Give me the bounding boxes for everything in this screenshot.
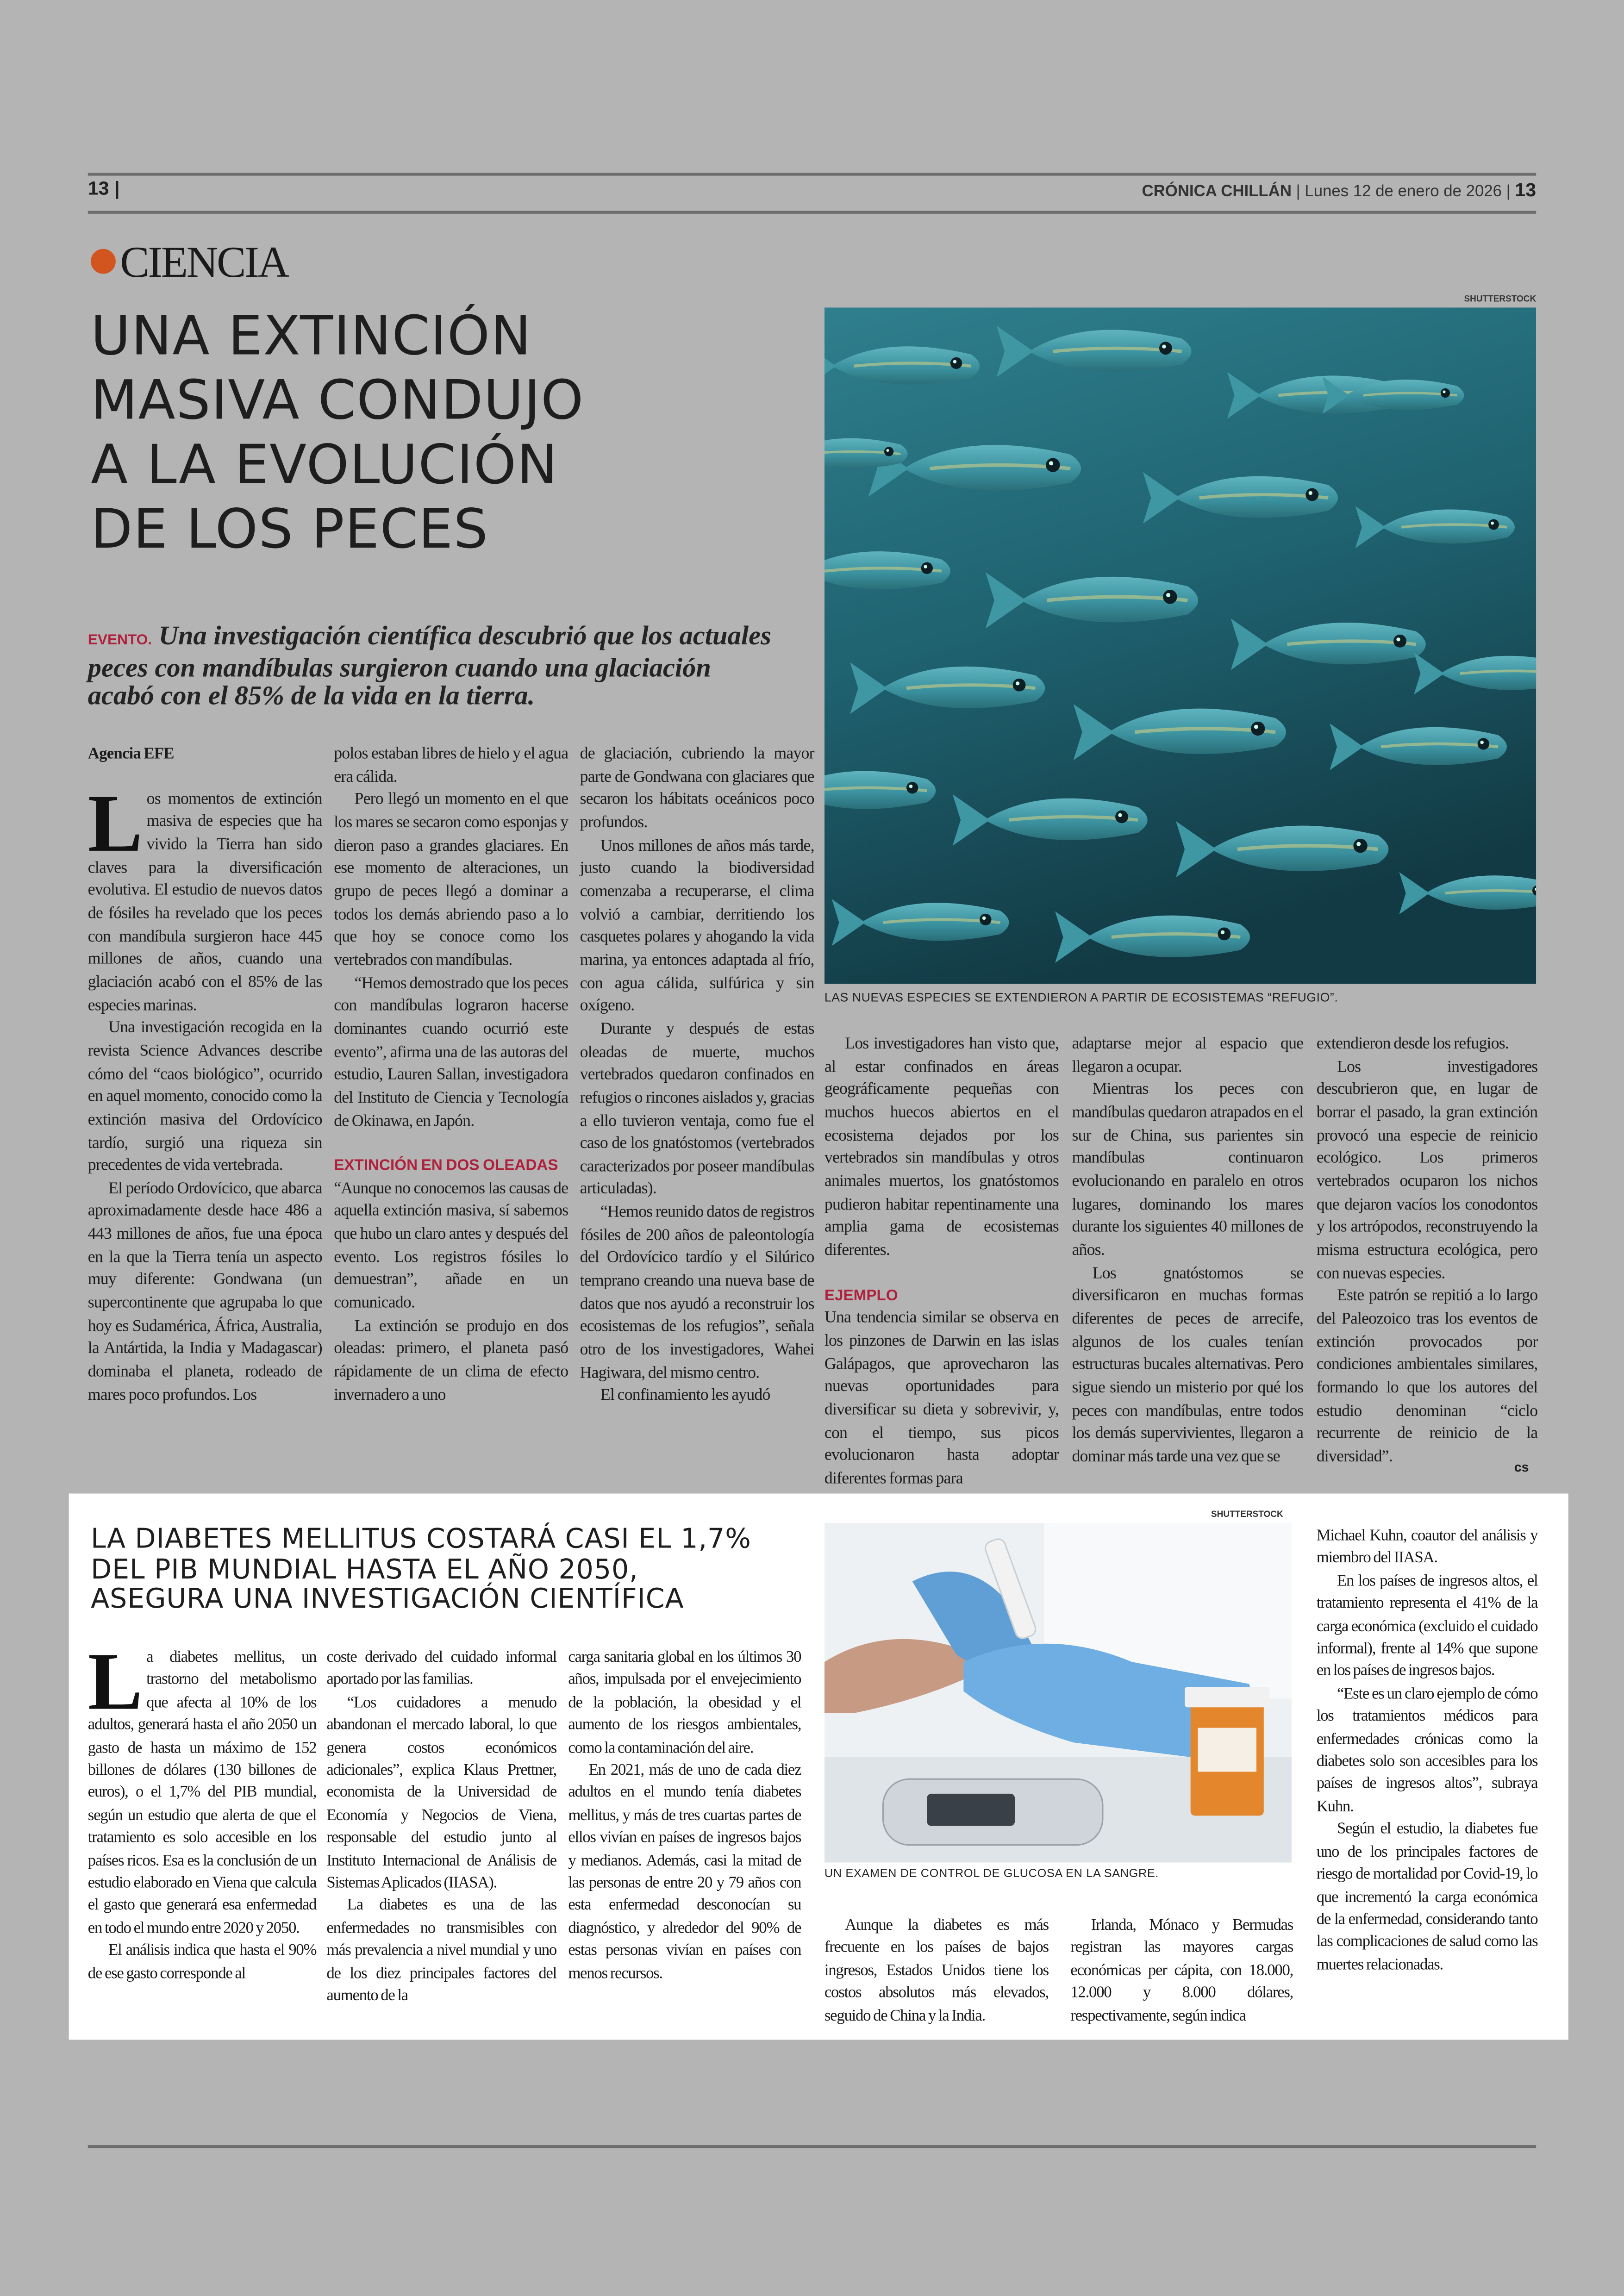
page-number: 13	[87, 177, 109, 200]
paragraph: Durante y después de estas oleadas de muerte, muchos vertebrados quedaron confinados en refugios o rincones aislados y, gracias a ello tuvieron ventaja, como fue el caso de los gnatóstomos (vertebrados caracterizados por poseer mandíbulas articuladas).	[580, 1020, 814, 1198]
paragraph: carga sanitaria global en los últimos 30 años, impulsada por el envejecimiento de la población, la obesidad y el aumento de los riesgos ambientales, como la contaminación del aire.	[568, 1648, 801, 1757]
drop-cap: L	[87, 1637, 142, 1728]
page-number-right: 13	[1515, 178, 1537, 201]
bottom-rule	[88, 2145, 1536, 2147]
publication-name: CRÓNICA CHILLÁN	[1142, 183, 1292, 201]
byline: Agencia EFE	[87, 745, 174, 763]
paragraph: polos estaban libres de hielo y el agua era cálida.	[334, 745, 568, 786]
article-column	[1072, 1034, 1303, 1469]
article-column	[326, 1647, 556, 2009]
glucose-test-image	[824, 1523, 1292, 1863]
main-headline	[91, 305, 584, 562]
lede	[88, 624, 776, 712]
article-column	[88, 744, 322, 1408]
paragraph: Según el estudio, la diabetes fue uno de los principales factores de riesgo de mortalidad por Covid-19, lo que incrementó la carga económica de la enfermedad, considerando tanto las complicaciones de salud como las muertes relacionadas.	[1316, 1820, 1538, 1974]
paragraph: Los investigadores descubrieron que, en lugar de borrar el pasado, la gran extinción provocó una especie de reinicio ecológico. Los primeros vertebrados ocuparon los nichos que dejaron vacíos los conodontos y los artrópodos, reconstruyendo la misma estructura ecológica, pero con nuevas especies.	[1316, 1058, 1538, 1282]
headline-line: ASEGURA UNA INVESTIGACIÓN CIENTÍFICA	[91, 1584, 684, 1616]
paragraph: En 2021, más de uno de cada diez adultos en el mundo tenía diabetes mellitus, y más de tres cuartas partes de ellos vivían en países de ingresos bajos y medianos. Además, casi la mitad de las personas de entre 20 y 79 años con esta enfermedad desconocían su diagnóstico, y alrededor del 90% de estas personas vivían en países con menos recursos.	[568, 1761, 801, 1982]
paragraph: El período Ordovícico, que abarca aproximadamente desde hace 486 a 443 millones de años, fue una época en la que la Tierra tenía un aspecto muy diferente: Gondwana (un supercontinente que agrupaba lo que hoy es Sudamérica, África, Australia, la Antártida, la India y Madagascar) dominaba el planeta, rodeado de mares poco profundos. Los	[87, 1179, 322, 1404]
paragraph: coste derivado del cuidado informal aportado por las familias.	[326, 1648, 557, 1689]
diabetes-headline	[91, 1526, 751, 1616]
paragraph: El confinamiento les ayudó	[600, 1387, 770, 1405]
subheading: EXTINCIÓN EN DOS OLEADAS	[334, 1157, 558, 1175]
headline-line: LA DIABETES MELLITUS COSTARÁ CASI EL 1,7%	[91, 1524, 751, 1555]
diabetes-article	[69, 1493, 1568, 2040]
paragraph-text: a diabetes mellitus, un trastorno del metabolismo que afecta al 10% de los adultos, generará hasta el año 2050 un gasto de hasta un máximo de 152 billones de dólares (130 billones de euros), o el 1,7% del PIB mundial, según un estudio que alerta de que el tratamiento es solo accesible en los países ricos. Esa es la conclusión de un estudio elaborado en Viena que calcula el gasto que generará esa enfermedad en todo el mundo entre 2020 y 2050.	[87, 1648, 317, 1937]
top-rule	[88, 173, 1536, 175]
article-column	[1317, 1034, 1538, 1469]
article-column	[1317, 1526, 1538, 1977]
paragraph: Irlanda, Mónaco y Bermudas registran las mayores cargas económicas per cápita, con 18.000, 12.000 y 8.000 dólares, respectivamente, según indica	[1070, 1916, 1293, 2025]
issue-date: Lunes 12 de enero de 2026	[1305, 183, 1502, 201]
paragraph: extendieron desde los refugios.	[1316, 1035, 1509, 1053]
paragraph: de glaciación, cubriendo la mayor parte de Gondwana con glaciares que secaron los hábitats oceánicos poco profundos.	[580, 745, 814, 832]
article-column	[87, 1637, 317, 1986]
lede-kicker: EVENTO.	[87, 632, 152, 649]
drop-cap: L	[87, 778, 143, 869]
paragraph: Michael Kuhn, coautor del análisis y miembro del IIASA.	[1316, 1527, 1538, 1567]
paragraph: “Hemos demostrado que los peces con mandíbulas lograron hacerse dominantes cuando ocurrió este evento”, afirma una de las autoras del estudio, Lauren Sallan, investigadora del Instituto de Ciencia y Tecnología de Okinawa, en Japón.	[334, 974, 568, 1130]
headline-line: UNA EXTINCIÓN	[91, 304, 532, 368]
article-column	[568, 1647, 801, 1986]
subheading: EJEMPLO	[824, 1286, 898, 1304]
paragraph: La diabetes es una de las enfermedades no transmisibles con más prevalencia a nivel mundial y uno de los diez principales factores del aumento de la	[326, 1897, 557, 2005]
page-number-left: 13 |	[87, 177, 120, 200]
headline-line: DE LOS PECES	[91, 498, 489, 561]
lede-text: Una investigación científica descubrió que los actuales peces con mandíbulas surgieron cuando una glaciación acabó con el 85% de la vida en la tierra.	[87, 622, 771, 712]
photo-credit: SHUTTERSTOCK	[1464, 295, 1537, 305]
section-label	[91, 239, 288, 289]
paragraph: “Aunque no conocemos las causas de aquella extinción masiva, sí sabemos que hubo un claro antes y después del evento. Los registros fósiles lo demuestran”, añade en un comunicado.	[334, 1179, 568, 1312]
header-rule	[88, 211, 1536, 213]
section-dot-icon	[91, 249, 116, 274]
paragraph: La extinción se produjo en dos oleadas: primero, el planeta pasó rápidamente de un clima de efecto invernadero a uno	[334, 1317, 568, 1404]
headline-line: A LA EVOLUCIÓN	[91, 433, 558, 497]
paragraph	[87, 778, 322, 1018]
paragraph: En los países de ingresos altos, el tratamiento representa el 41% de la carga económica (excluido el cuidado informal), frente al 14% que supone en los países de ingresos bajos.	[1316, 1572, 1538, 1680]
photo-caption: UN EXAMEN DE CONTROL DE GLUCOSA EN LA SANGRE.	[824, 1867, 1159, 1880]
paragraph: Los investigadores han visto que, al estar confinados en áreas geográficamente pequeñas con muchos huecos abiertos en el ecosistema dejados por los vertebrados sin mandíbulas y otros animales muertos, los gnatóstomos pudieron habitar repentinamente una amplia gama de ecosistemas diferentes.	[824, 1035, 1059, 1260]
article-column	[824, 1915, 1049, 2028]
paragraph: Una tendencia similar se observa en los pinzones de Darwin en las islas Galápagos, que aprovecharon las nuevas oportunidades para diversificar su dieta y sobrevivir, y, con el tiempo, sus picos evolucionaron hasta adoptar diferentes formas para	[824, 1309, 1059, 1488]
glucose-photo	[824, 1523, 1292, 1863]
photo-credit: SHUTTERSTOCK	[1211, 1511, 1283, 1520]
paragraph: Los gnatóstomos se diversificaron en muchas formas diferentes de peces de arrecife, algunos de los cuales tenían estructuras bucales alternativas. Pero sigue siendo un misterio por qué los peces con mandíbulas, entre todos los demás supervivientes, llegaron a dominar más tarde una vez que se	[1072, 1264, 1304, 1466]
fish-school-image	[824, 307, 1536, 984]
paragraph: Una investigación recogida en la revista Science Advances describe cómo del “caos biológico”, ocurrido en aquel momento, conocido como la extinción masiva del Ordovícico tardío, surgió una riqueza sin precedentes de vida vertebrada.	[87, 1019, 322, 1175]
headline-line: MASIVA CONDUJO	[91, 369, 584, 432]
paragraph: Pero llegó un momento en el que los mares se secaron como esponjas y dieron paso a grandes glaciares. En ese momento de alteraciones, un grupo de peces llegó a dominar a todos los demás abriendo paso a lo que hoy se conoce como los vertebrados con mandíbulas.	[334, 791, 568, 969]
paragraph: “Los cuidadores a menudo abandonan el mercado laboral, lo que genera costos económicos adicionales”, explica Klaus Prettner, economista de la Universidad de Economía y Negocios de Viena, responsable del estudio junto al Instituto Internacional de Análisis de Sistemas Aplicados (IIASA).	[326, 1694, 557, 1892]
paragraph: Unos millones de años más tarde, justo cuando la biodiversidad comenzaba a recuperarse, el clima volvió a cambiar, derritiendo los casquetes polares y ahogando la vida marina, ya entonces adaptada al frío, con agua cálida, sulfúrica y sin oxígeno.	[580, 837, 814, 1015]
end-mark: cs	[1514, 1460, 1529, 1475]
headline-line: DEL PIB MUNDIAL HASTA EL AÑO 2050,	[91, 1554, 638, 1585]
fish-photo	[824, 307, 1536, 984]
paragraph: “Este es un claro ejemplo de cómo los tratamientos médicos para enfermedades crónicas como la diabetes solo son accesibles para los países de ingresos altos”, subraya Kuhn.	[1316, 1685, 1538, 1816]
paragraph	[87, 1637, 317, 1941]
paragraph: adaptarse mejor al espacio que llegaron a ocupar.	[1072, 1035, 1304, 1076]
paragraph-text: os momentos de extinción masiva de especies que ha vivido la Tierra han sido claves para la diversificación evolutiva. El estudio de nuevos datos de fósiles ha revelado que los peces con mandíbula surgieron hace 445 millones de años, cuando una glaciación acabó con el 85% de las especies marinas.	[87, 790, 322, 1014]
paragraph: El análisis indica que hasta el 90% de ese gasto corresponde al	[87, 1942, 317, 1982]
photo-caption: LAS NUEVAS ESPECIES SE EXTENDIERON A PARTIR DE ECOSISTEMAS “REFUGIO”.	[824, 990, 1338, 1004]
paragraph: Mientras los peces con mandíbulas quedaron atrapados en el sur de China, sus parientes sin mandíbulas continuaron evolucionando en paralelo en otros lugares, dominando los mares durante los siguientes 40 millones de años.	[1072, 1081, 1304, 1260]
section-title: CIENCIA	[120, 238, 288, 287]
article-column	[334, 744, 568, 1408]
masthead-info: CRÓNICA CHILLÁN | Lunes 12 de enero de 2026 | 13	[1142, 178, 1537, 201]
article-column	[824, 1034, 1059, 1491]
paragraph: Este patrón se repitió a lo largo del Paleozoico tras los eventos de extinción provocados por condiciones ambientales similares, formando lo que los autores del estudio denominan “ciclo recurrente de reinicio de la diversidad”.	[1316, 1287, 1538, 1466]
paragraph: “Hemos reunido datos de registros fósiles de 200 años de paleontología del Ordovícico tardío y el Silúrico temprano creando una nueva base de datos que nos ayudó a reconstruir los ecosistemas de los refugios”, señala otro de los investigadores, Wahei Hagiwara, del mismo centro.	[580, 1204, 814, 1382]
article-column	[580, 744, 814, 1409]
article-column	[1070, 1915, 1293, 2028]
paragraph: Aunque la diabetes es más frecuente en los países de bajos ingresos, Estados Unidos tiene los costos absolutos más elevados, seguido de China y la India.	[824, 1916, 1049, 2025]
